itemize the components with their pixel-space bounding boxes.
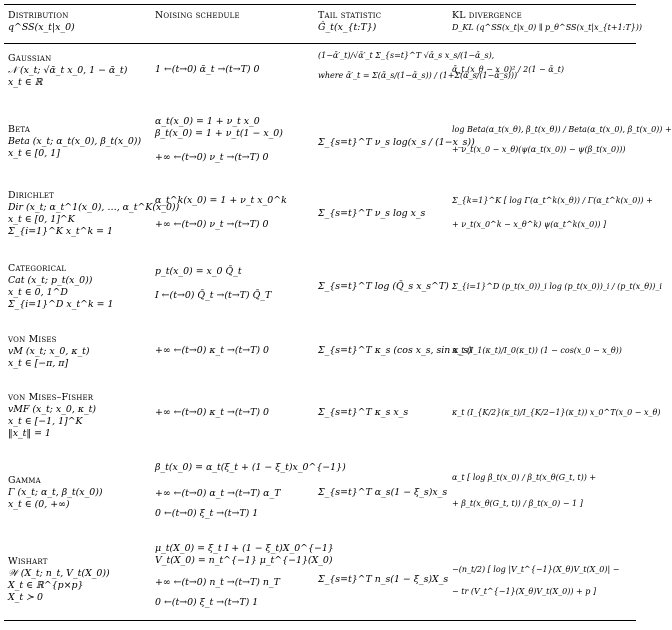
row-gaussian-distribution [8, 53, 127, 89]
tail-line: where ᾱ′_t = Σ(ᾱ_s/(1−ᾱ_s)) / (1+Σ(ᾱ_s/(1−ᾱ_s))) [318, 71, 518, 80]
row-von-mises-distribution [8, 334, 90, 370]
schedule-line: +∞ ←(t→0) α_t →(t→T) α_T [155, 488, 281, 499]
dist-name: von Mises [8, 334, 57, 345]
dist-formula: vM (x_t; x_0, κ_t) [8, 346, 90, 357]
dist-formula: vMF (x_t; x_0, κ_t) [8, 404, 97, 415]
kl-line: + ν_t(x_0^k − x_θ^k) ψ(α_t^k(x_0)) ] [452, 220, 607, 229]
dist-name: Beta [8, 124, 31, 135]
schedule-line: α_t^k(x_0) = 1 + ν_t x_0^k [155, 195, 287, 206]
row-dirichlet-kl [452, 195, 653, 231]
dist-constraint: ‖x_t‖ = 1 [8, 428, 51, 439]
row-wishart-schedule [155, 543, 334, 609]
dist-support: x_t ∈ (0, +∞) [8, 499, 70, 510]
dist-name: Dirichlet [8, 190, 55, 201]
schedule-line: 1 ←(t→0) ᾱ_t →(t→T) 0 [155, 64, 260, 75]
row-dirichlet-schedule [155, 195, 287, 231]
dist-support: X_t ∈ ℝ^{p×p} [8, 580, 84, 591]
kl-line: κ_t (I_1(κ_t)/I_0(κ_t)) (1 − cos(x_0 − x_θ)) [452, 346, 622, 355]
dist-formula: 𝒩 (x_t; √ᾱ_t x_0, 1 − ᾱ_t) [8, 65, 128, 76]
row-dirichlet-distribution [8, 190, 179, 238]
schedule-line: +∞ ←(t→0) ν_t →(t→T) 0 [155, 219, 269, 230]
tail-line: Σ_{s=t}^T κ_s (cos x_s, sin x_s) [318, 345, 472, 356]
row-von-mises-fisher-tail [318, 407, 408, 419]
header-distribution-name: Distribution [8, 10, 69, 21]
dist-constraint: Σ_{i=1}^D x_t^k = 1 [8, 299, 114, 310]
dist-formula: 𝒲 (X_t; n_t, V_t(X_0)) [8, 568, 110, 579]
kl-line: + β_t(x_θ(G_t, t)) / β_t(x_0) − 1 ] [452, 499, 583, 508]
tail-line: Σ_{s=t}^T κ_s x_s [318, 407, 409, 418]
dist-support: x_t ∈ [0, 1]^K [8, 214, 75, 225]
kl-line: − tr (V_t^{−1}(X_θ)V_t(X_0)) + p ] [452, 587, 597, 596]
row-wishart-distribution [8, 556, 110, 604]
schedule-line: +∞ ←(t→0) κ_t →(t→T) 0 [155, 345, 269, 356]
dist-name: Categorical [8, 263, 67, 274]
kl-line: + ν_t(x_0 − x_θ)(ψ(α_t(x_0)) − ψ(β_t(x_0))) [452, 145, 626, 154]
kl-line: κ_t (I_{K/2}(κ_t)/I_{K/2−1}(κ_t)) x_0^T(x_0 − x_θ) [452, 408, 661, 417]
schedule-line: 0 ←(t→0) ξ_t →(t→T) 1 [155, 597, 259, 608]
schedule-line: V_t(X_0) = n_t^{−1} μ_t^{−1}(X_0) [155, 555, 333, 566]
header-distribution-sub: q^SS(x_t|x_0) [8, 22, 75, 33]
bottom-rule [4, 620, 636, 621]
schedule-line: I ←(t→0) Q̄_t →(t→T) Q̄_T [155, 290, 272, 301]
dist-support: x_t ∈ [−1, 1]^K [8, 416, 83, 427]
row-gamma-distribution [8, 475, 103, 511]
kl-line: α_t [ log β_t(x_0) / β_t(x_θ(G_t, t)) + [452, 473, 597, 482]
kl-line: Σ_{k=1}^K [ log Γ(α_t^k(x_θ)) / Γ(α_t^k(x_0)) + [452, 196, 653, 205]
schedule-line: +∞ ←(t→0) κ_t →(t→T) 0 [155, 407, 269, 418]
header-kl-divergence [452, 10, 642, 34]
row-categorical-tail [318, 281, 449, 293]
dist-formula: Beta (x_t; α_t(x_0), β_t(x_0)) [8, 136, 142, 147]
dist-constraint: X_t ≻ 0 [8, 592, 43, 603]
schedule-line: +∞ ←(t→0) n_t →(t→T) n_T [155, 577, 280, 588]
row-dirichlet-tail [318, 208, 425, 220]
row-gaussian-kl [452, 64, 564, 76]
kl-line: ᾱ_t (x_θ − x_0)² / 2(1 − ᾱ_t) [452, 65, 564, 74]
header-kl-sub: D_KL (q^SS(x_t|x_0) ∥ p_θ^SS(x_t|x_{t+1:T})) [452, 23, 643, 32]
tail-line: Σ_{s=t}^T log (Q̄_s x_s^T) [318, 281, 449, 292]
kl-line: Σ_{i=1}^D (p_t(x_0))_i log (p_t(x_0))_i / (p_t(x_θ))_i [452, 282, 662, 291]
dist-support: x_t ∈ 0, 1^D [8, 287, 68, 298]
dist-name: von Mises–Fisher [8, 392, 94, 403]
schedule-line: +∞ ←(t→0) ν_t →(t→T) 0 [155, 152, 269, 163]
row-von-mises-fisher-schedule [155, 407, 269, 419]
dist-name: Gaussian [8, 53, 52, 64]
tail-line: Σ_{s=t}^T n_s(1 − ξ_s)X_s [318, 574, 449, 585]
row-wishart-kl [452, 564, 619, 598]
schedule-line: 0 ←(t→0) ξ_t →(t→T) 1 [155, 508, 259, 519]
kl-line: log Beta(α_t(x_θ), β_t(x_θ)) / Beta(α_t(x_0), β_t(x_0)) + [452, 125, 672, 134]
dist-support: x_t ∈ [0, 1] [8, 148, 60, 159]
header-rule [4, 43, 636, 44]
tail-line: (1−ᾱ′_t)/√ᾱ′_t Σ_{s=t}^T √ᾱ_s x_s/(1−ᾱ_s), [318, 51, 495, 60]
header-tail-statistic [318, 10, 381, 34]
tail-line: Σ_{s=t}^T α_s(1 − ξ_s)x_s [318, 487, 448, 498]
header-distribution [8, 10, 75, 34]
dist-formula: Dir (x_t; α_t^1(x_0), …, α_t^K(x_0)) [8, 202, 180, 213]
dist-formula: Cat (x_t; p_t(x_0)) [8, 275, 93, 286]
dist-support: x_t ∈ ℝ [8, 77, 43, 88]
row-von-mises-fisher-distribution [8, 392, 96, 440]
dist-name: Wishart [8, 556, 48, 567]
dist-formula: Γ (x_t; α_t, β_t(x_0)) [8, 487, 103, 498]
dist-constraint: Σ_{i=1}^K x_t^k = 1 [8, 226, 113, 237]
row-categorical-schedule [155, 266, 271, 302]
row-categorical-kl [452, 281, 662, 293]
schedule-line: p_t(x_0) = x_0 Q̄_t [155, 266, 242, 277]
dist-support: x_t ∈ [−π, π] [8, 358, 69, 369]
top-rule [4, 4, 636, 5]
row-von-mises-schedule [155, 345, 269, 357]
row-gamma-kl [452, 472, 596, 510]
row-beta-kl [452, 124, 672, 156]
row-gaussian-schedule [155, 64, 259, 76]
schedule-line: α_t(x_0) = 1 + ν_t x_0 [155, 116, 260, 127]
row-beta-distribution [8, 124, 141, 160]
kl-line: −(n_t/2) [ log |V_t^{−1}(X_θ)V_t(X_0)| − [452, 565, 620, 574]
row-wishart-tail [318, 574, 448, 586]
tail-line: Σ_{s=t}^T ν_s log x_s [318, 208, 426, 219]
header-noising-name: Noising schedule [155, 10, 240, 21]
row-gamma-tail [318, 487, 447, 499]
row-beta-schedule [155, 116, 283, 164]
row-categorical-distribution [8, 263, 113, 311]
schedule-line: β_t(x_0) = α_t(ξ_t + (1 − ξ_t)x_0^{−1}) [155, 462, 346, 473]
row-von-mises-fisher-kl [452, 407, 661, 419]
schedule-line: μ_t(X_0) = ξ_t I + (1 − ξ_t)X_0^{−1} [155, 543, 334, 554]
schedule-line: β_t(x_0) = 1 + ν_t(1 − x_0) [155, 128, 283, 139]
row-von-mises-tail [318, 345, 472, 357]
header-noising-schedule [155, 10, 240, 22]
dist-name: Gamma [8, 475, 41, 486]
header-tail-name: Tail statistic [318, 10, 382, 21]
tail-line: Σ_{s=t}^T ν_s log(x_s / (1−x_s)) [318, 137, 475, 148]
header-kl-name: KL divergence [452, 10, 522, 21]
header-tail-sub: Ĝ_t(x_{t:T}) [318, 22, 377, 33]
row-von-mises-kl [452, 345, 622, 357]
